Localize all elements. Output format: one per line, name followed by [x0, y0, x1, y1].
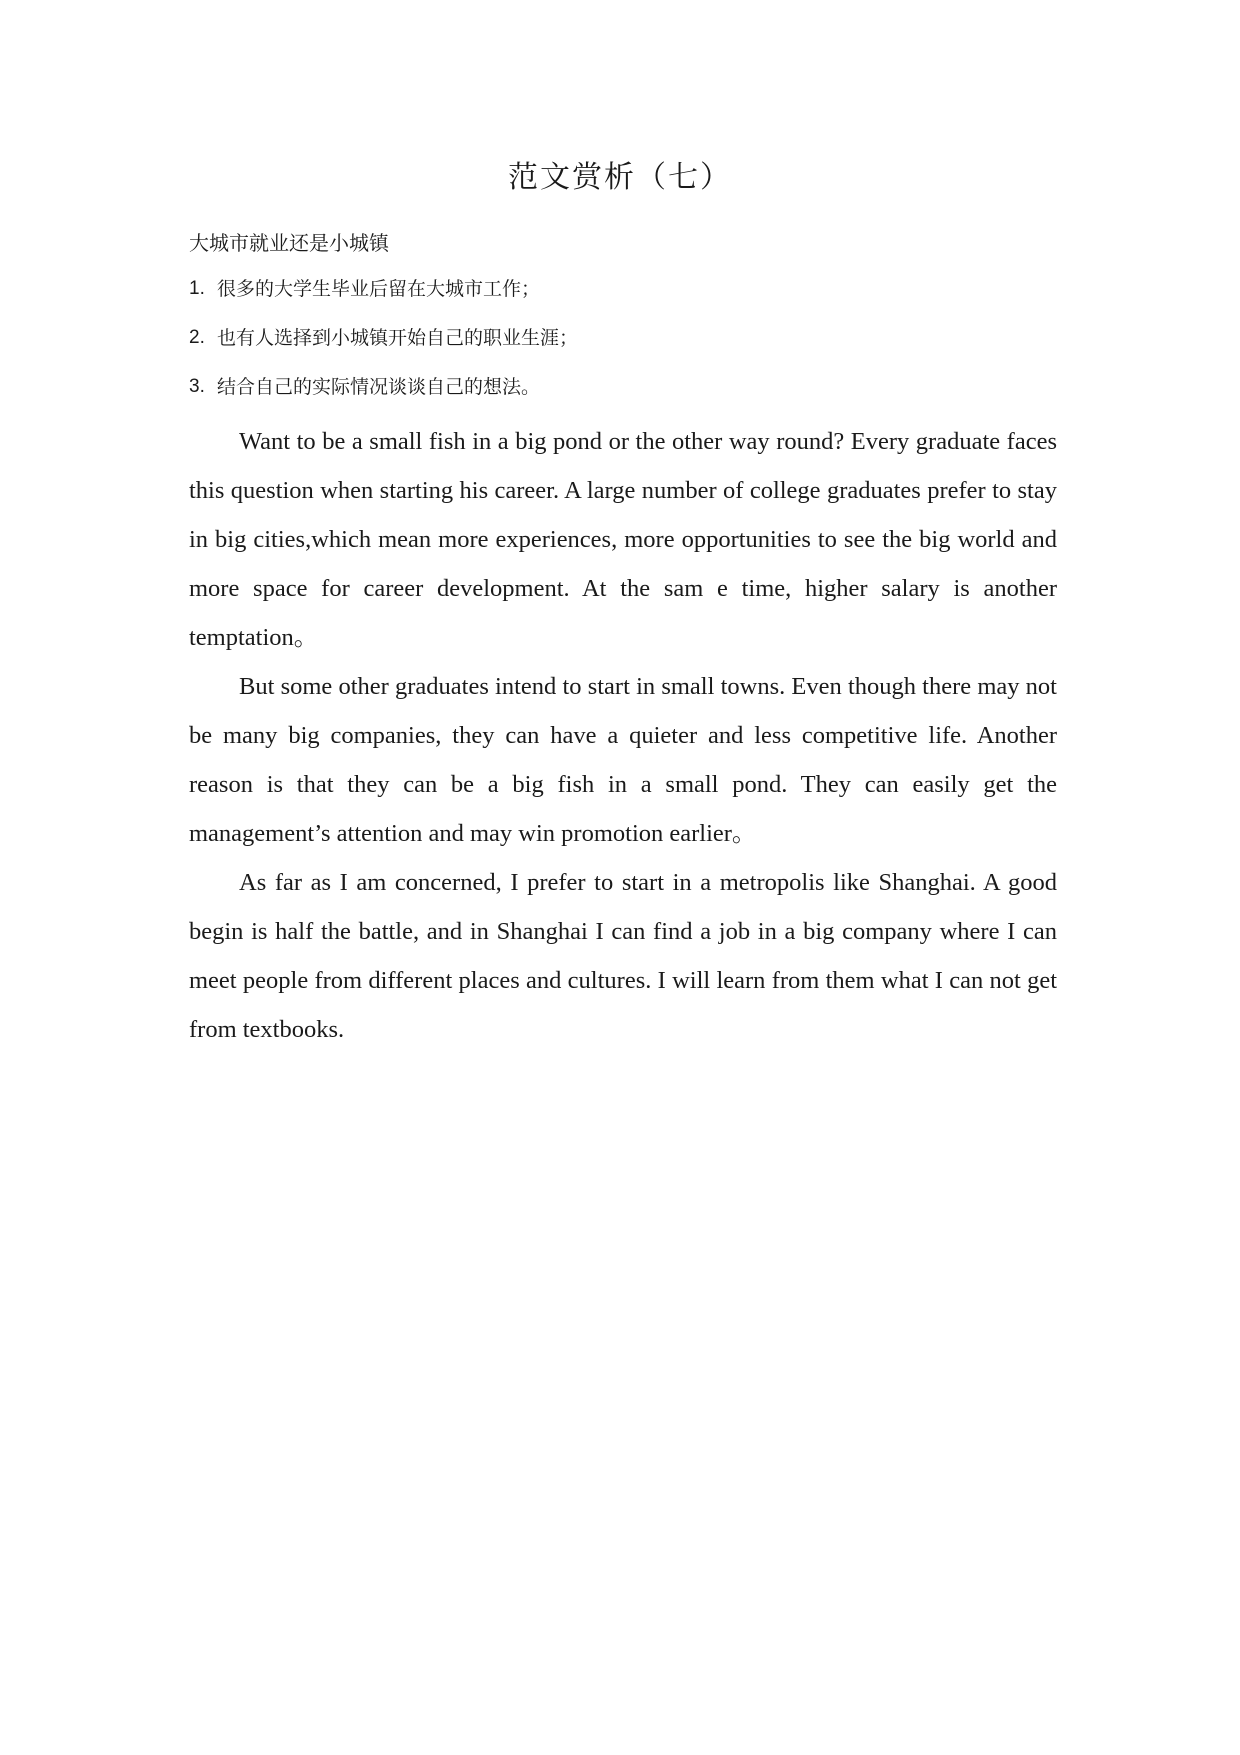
list-number: 2. — [189, 327, 205, 348]
paragraph: Want to be a small fish in a big pond or the other way round? Every graduate faces this question when starting his career. A large number of college graduates prefer to stay in big cities,which mean more experiences, more opportunities to see the big world and more space for career development. At the sam e time, higher salary is another temptation。 — [189, 428, 1057, 651]
list-number: 3. — [189, 376, 205, 397]
paragraph: But some other graduates intend to start in small towns. Even though there may not be many big companies, they can have a quieter and less competitive life. Another reason is that they can be a big fish in a small pond. They can easily get the management’s attention and may win promotion earlier。 — [189, 673, 1057, 847]
paragraph: As far as I am concerned, I prefer to start in a metropolis like Shanghai. A good begin is half the battle, and in Shanghai I can find a job in a big company where I can meet people from different places and cultures. I will learn from them what I can not get from textbooks. — [189, 869, 1057, 1043]
list-item — [189, 372, 578, 421]
list-item — [189, 323, 578, 372]
essay-topic: 大城市就业还是小城镇 — [189, 231, 389, 255]
list-number: 1. — [189, 278, 205, 299]
list-item — [189, 274, 578, 323]
list-text: 结合自己的实际情况谈谈自己的想法。 — [217, 376, 541, 398]
requirements-list — [189, 274, 578, 421]
list-text: 也有人选择到小城镇开始自己的职业生涯； — [217, 327, 579, 349]
essay-body — [189, 417, 1057, 1054]
page-title: 范文赏析（七） — [508, 160, 732, 195]
list-text: 很多的大学生毕业后留在大城市工作； — [217, 278, 541, 300]
